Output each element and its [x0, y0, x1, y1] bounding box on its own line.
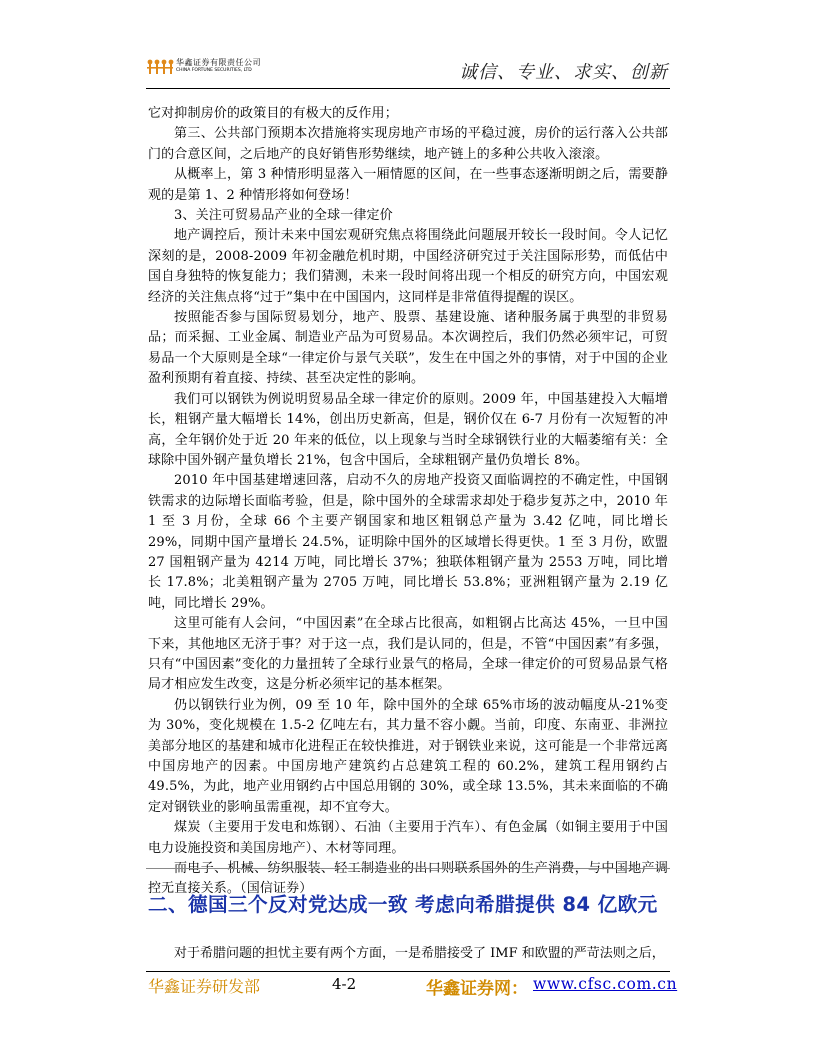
paragraph: 2010 年中国基建增速回落，启动不久的房地产投资又面临调控的不确定性，中国钢铁需求的边际增长面临考验，但是，除中国外的全球需求却处于稳步复苏之中，2010 年 1 至 3 月份，全球 66 个主要产钢国家和地区粗钢总产量为 3.42 亿吨，同比增长 29%，同期中国产量增长 24.5%，证明除中国外的区域增长得更快。1 至 3 月份，欧盟 27 国粗钢产量为 4214 万吨，同比增长 37%；独联体粗钢产量为 2553 万吨，同比增长 17.8%；北美粗钢产量为 2705 万吨，同比增长 53.8%；亚洲粗钢产量为 2.19 亿吨，同比增长 29%。 [148, 473, 668, 611]
header-divider [146, 88, 670, 89]
logo-company-name: 华鑫证券有限责任公司 [176, 58, 261, 67]
paragraph: 仍以钢铁行业为例，09 至 10 年，除中国外的全球 65%市场的波动幅度从-21%变为 30%，变化规模在 1.5-2 亿吨左右，其力量不容小觑。当前，印度、东南亚、非洲拉美部分地区的基建和城市化进程正在较快推进，对于钢铁业来说，这可能是一个非常远离中国房地产的因素。中国房地产建筑约占总建筑工程的 60.2%，建筑工程用钢约占 49.5%，为此，地产业用钢约占中国总用钢的 30%，或全球 13.5%，其未来面临的不确定对钢铁业的影响虽需重视，却不宜夸大。 [148, 697, 668, 815]
logo-mark-icon [146, 58, 174, 76]
section-divider [146, 868, 670, 869]
footer-website-link[interactable]: www.cfsc.com.cn [533, 975, 678, 993]
header-slogan: 诚信、专业、求实、创新 [459, 62, 668, 83]
footer-site-label: 华鑫证券网： [426, 979, 528, 999]
logo-company-name-en: CHINA FORTUNE SECURITIES, LTD [176, 68, 252, 73]
company-logo [146, 56, 266, 80]
paragraph: 地产调控后，预计未来中国宏观研究焦点将围绕此问题展开较长一段时间。令人记忆深刻的是，2008-2009 年初金融危机时期，中国经济研究过于关注国际形势，而低估中国自身独特的恢复能力；我们猜测，未来一段时间将出现一个相反的研究方向，中国宏观经济的关注焦点将“过于”集中在中国国内，这同样是非常值得提醒的误区。 [148, 228, 668, 305]
paragraph: 它对抑制房价的政策目的有极大的反作用； [148, 106, 398, 121]
paragraph: 第三、公共部门预期本次措施将实现房地产市场的平稳过渡，房价的运行落入公共部门的合意区间，之后地产的良好销售形势继续，地产链上的多种公共收入滚滚。 [148, 126, 668, 162]
paragraph: 而电子、机械、纺织服装、轻工制造业的出口则联系国外的生产消费，与中国地产调控无直接关系。（国信证券） [148, 861, 668, 897]
paragraph: 按照能否参与国际贸易划分，地产、股票、基建设施、诸种服务属于典型的非贸易品；而采掘、工业金属、制造业产品为可贸易品。本次调控后，我们仍然必须牢记，可贸易品一个大原则是全球“一律定价与景气关联”，发生在中国之外的事情，对于中国的企业盈利预期有着直接、持续、甚至决定性的影响。 [148, 310, 668, 387]
section-title: 二、德国三个反对党达成一致 考虑向希腊提供 84 亿欧元 [148, 893, 658, 916]
page-header [146, 50, 670, 90]
paragraph: 煤炭（主要用于发电和炼钢）、石油（主要用于汽车）、有色金属（如铜主要用于中国电力设施投资和美国房地产）、木材等同理。 [148, 820, 668, 856]
paragraph: 这里可能有人会问，“中国因素”在全球占比很高，如粗钢占比高达 45%，一旦中国下来，其他地区无济于事？对于这一点，我们是认同的，但是，不管“中国因素”有多强，只有“中国因素”变化的力量扭转了全球行业景气的格局，全球一律定价的可贸易品景气格局才相应发生改变，这是分析必须牢记的基本框架。 [148, 616, 668, 693]
paragraph: 从概率上，第 3 种情形明显落入一厢情愿的区间，在一些事态逐渐明朗之后，需要静观的是第 1、2 种情形将如何登场！ [148, 167, 668, 203]
footer-department: 华鑫证券研发部 [148, 977, 261, 996]
section-first-paragraph: 对于希腊问题的担忧主要有两个方面，一是希腊接受了 IMF 和欧盟的严苛法则之后， [174, 946, 665, 961]
page-footer [146, 974, 678, 999]
footer-divider [146, 971, 670, 972]
paragraph: 我们可以钢铁为例说明贸易品全球一律定价的原则。2009 年，中国基建投入大幅增长，粗钢产量大幅增长 14%，创出历史新高，但是，钢价仅在 6-7 月份有一次短暂的冲高，全年钢价处于近 20 年来的低位，以上现象与当时全球钢铁行业的大幅萎缩有关：全球除中国外钢产量负增长 21%，包含中国后，全球粗钢产量仍负增长 8%。 [148, 391, 668, 468]
article-body [148, 104, 668, 900]
subheading: 3、关注可贸易品产业的全球一律定价 [174, 208, 393, 224]
page-number: 4-2 [332, 975, 357, 993]
